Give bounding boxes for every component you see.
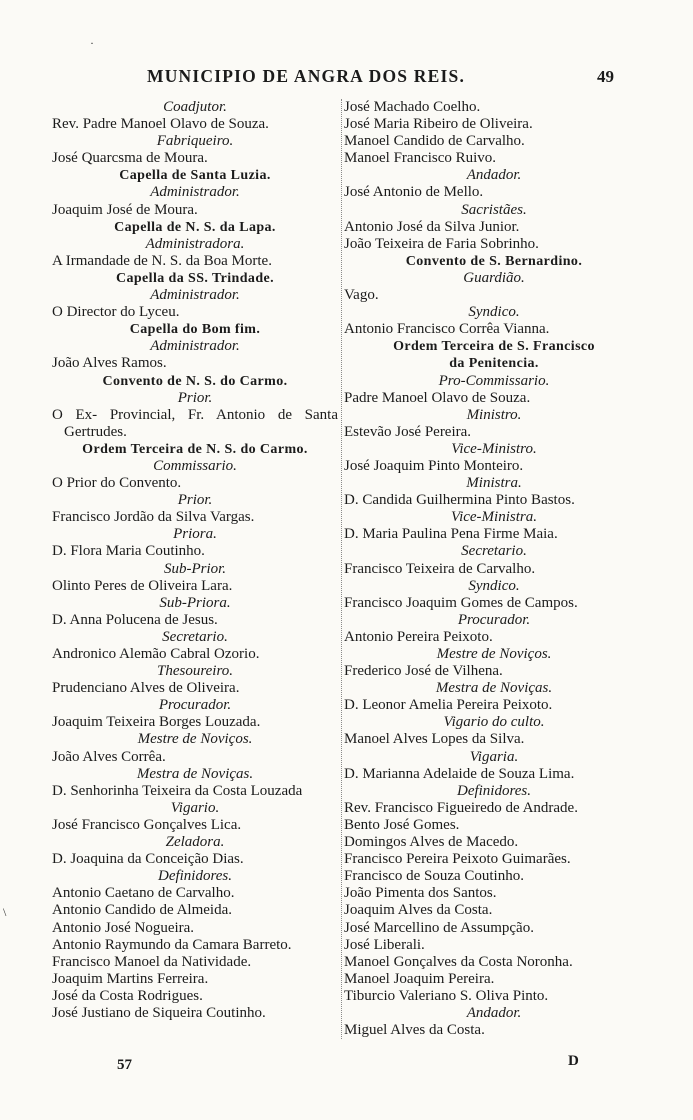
entry-name: João Pimenta dos Santos. (344, 885, 497, 902)
entry-name: Antonio Pereira Peixoto. (344, 628, 493, 645)
role-heading: Priora. (173, 526, 217, 543)
entry-name: O Director do Lyceu. (52, 304, 180, 321)
role-heading: Syndico. (468, 304, 520, 321)
entry-name: D. Anna Polucena de Jesus. (52, 611, 218, 628)
role-heading: Mestre de Noviços. (436, 646, 552, 662)
entry-name: José Antonio de Mello. (344, 184, 484, 201)
page-header (0, 66, 693, 92)
entry-name: Estevão José Pereira. (344, 423, 472, 440)
role-heading: Guardião. (463, 269, 525, 286)
entry-name: Joaquim Teixeira Borges Louzada. (52, 714, 261, 731)
entry-name: Francisco Joaquim Gomes de Campos. (344, 594, 578, 611)
role-heading: Pro-Commissario. (438, 372, 550, 389)
entry-name: Joaquim Martins Ferreira. (52, 970, 209, 987)
entry-name: D. Senhorinha Teixeira da Costa Louzada (52, 782, 303, 799)
section-heading: Capella de Santa Luzia. (119, 168, 271, 184)
entry-name: José da Costa Rodrigues. (52, 987, 203, 1004)
entry-name: Rev. Padre Manoel Olavo de Souza. (52, 116, 269, 133)
entry-name: Manoel Francisco Ruivo. (344, 150, 497, 167)
entry-name: D. Joaquina da Conceição Dias. (52, 851, 244, 868)
entry-name: José Maria Ribeiro de Oliveira. (344, 116, 533, 133)
section-heading: Convento de N. S. do Carmo. (102, 373, 288, 389)
entry-name: Francisco Teixeira de Carvalho. (344, 560, 536, 577)
section-heading: Ordem Terceira de S. Francisco (393, 339, 595, 355)
entry-name: Bento José Gomes. (344, 816, 460, 833)
entry-name: José Joaquim Pinto Monteiro. (344, 457, 524, 474)
entry-name: João Alves Corrêa. (52, 748, 166, 765)
entry-name: Frederico José de Vilhena. (344, 663, 503, 680)
entry-name: José Liberali. (344, 936, 425, 953)
entry-name: Manoel Gonçalves da Costa Noronha. (344, 953, 573, 970)
role-heading: Secretario. (162, 628, 228, 645)
role-heading: Vice-Ministra. (451, 509, 537, 526)
role-heading: Ministra. (466, 475, 522, 492)
entry-name: D. Marianna Adelaide de Souza Lima. (344, 765, 575, 782)
role-heading: Ministro. (466, 406, 522, 423)
entry-name: José Machado Coelho. (344, 99, 481, 115)
role-heading: Thesoureiro. (157, 663, 233, 680)
role-heading: Fabriqueiro. (156, 133, 234, 150)
entry-name: José Francisco Gonçalves Lica. (52, 816, 242, 833)
entry-name: Joaquim José de Moura. (52, 201, 198, 218)
role-heading: Vigario do culto. (443, 714, 545, 731)
role-heading: Prior. (177, 492, 213, 509)
role-heading: Coadjutor. (163, 99, 227, 115)
role-heading: Definidores. (157, 868, 233, 885)
entry-name: Joaquim Alves da Costa. (344, 902, 493, 919)
role-heading: Andador. (466, 167, 522, 184)
section-heading: Ordem Terceira de N. S. do Carmo. (82, 441, 308, 457)
entry-name: Antonio José da Silva Junior. (344, 218, 520, 235)
entry-name: José Justiano de Siqueira Coutinho. (52, 1004, 266, 1021)
role-heading: Procurador. (457, 611, 531, 628)
section-heading: Capella da SS. Trindade. (115, 270, 275, 286)
role-heading: Vigario. (170, 799, 220, 816)
entry-name: Antonio José Nogueira. (52, 919, 195, 936)
role-heading: Sub-Priora. (159, 594, 231, 611)
entry-name: João Alves Ramos. (52, 355, 167, 372)
entry-name: Andronico Alemão Cabral Ozorio. (52, 646, 260, 662)
role-heading: Mestra de Noviças. (136, 765, 254, 782)
signature-mark: 57 (117, 1057, 132, 1073)
page-title: MUNICIPIO DE ANGRA DOS REIS. (147, 66, 466, 86)
entry-name: Francisco de Souza Coutinho. (344, 868, 524, 885)
section-heading: Capella do Bom fim. (129, 322, 261, 338)
role-heading: Andador. (466, 1004, 522, 1021)
role-heading: Administrador. (150, 338, 240, 355)
role-heading: Administrador. (150, 287, 240, 304)
entry-name: Rev. Francisco Figueiredo de Andrade. (344, 799, 578, 816)
entry-name: O Prior do Convento. (52, 475, 182, 492)
left-column (52, 99, 338, 1022)
role-heading: Prior. (177, 389, 213, 406)
role-heading: Vice-Ministro. (451, 440, 537, 457)
role-heading: Procurador. (158, 697, 232, 714)
right-column (341, 99, 644, 1039)
stray-mark: \ (3, 905, 7, 919)
entry-name: João Teixeira de Faria Sobrinho. (344, 235, 539, 252)
entry-name: D. Maria Paulina Pena Firme Maia. (344, 526, 558, 543)
role-heading: Administradora. (145, 235, 245, 252)
entry-name: O Ex- Provincial, Fr. Antonio de Santa (52, 406, 338, 423)
stray-mark: · (90, 36, 94, 50)
page-number: 49 (597, 67, 614, 86)
entry-name: Francisco Pereira Peixoto Guimarães. (344, 851, 571, 868)
section-heading: da Penitencia. (449, 356, 539, 372)
entry-name: Manoel Joaquim Pereira. (344, 970, 495, 987)
entry-name: Olinto Peres de Oliveira Lara. (52, 577, 233, 594)
signature-letter: D (568, 1053, 579, 1069)
entry-name: Miguel Alves da Costa. (344, 1022, 485, 1039)
role-heading: Mestre de Noviços. (137, 731, 253, 748)
entry-name: D. Flora Maria Coutinho. (52, 543, 205, 560)
entry-name: Tiburcio Valeriano S. Oliva Pinto. (344, 987, 549, 1004)
section-heading: Convento de S. Bernardino. (405, 253, 583, 269)
role-heading: Secretario. (461, 543, 527, 560)
entry-name: Antonio Caetano de Carvalho. (52, 885, 235, 902)
role-heading: Administrador. (150, 184, 240, 201)
entry-name: Prudenciano Alves de Oliveira. (52, 680, 240, 697)
role-heading: Vigaria. (469, 748, 519, 765)
entry-name: Manoel Alves Lopes da Silva. (344, 731, 525, 748)
entry-name-continued: Gertrudes. (64, 423, 127, 440)
entry-name: A Irmandade de N. S. da Boa Morte. (52, 252, 272, 269)
entry-name: Antonio Candido de Almeida. (52, 902, 232, 919)
entry-name: Domingos Alves de Macedo. (344, 834, 519, 851)
entry-name: Antonio Raymundo da Camara Barreto. (52, 936, 292, 953)
entry-name: Antonio Francisco Corrêa Vianna. (344, 321, 550, 338)
entry-name: Vago. (344, 287, 379, 304)
entry-name: José Quarcsma de Moura. (52, 150, 208, 167)
entry-name: D. Candida Guilhermina Pinto Bastos. (344, 492, 575, 509)
entry-name: Manoel Candido de Carvalho. (344, 133, 525, 150)
entry-name: Francisco Jordão da Silva Vargas. (52, 509, 255, 526)
entry-name: D. Leonor Amelia Pereira Peixoto. (344, 697, 553, 714)
role-heading: Sacristães. (461, 201, 527, 218)
role-heading: Syndico. (468, 577, 520, 594)
role-heading: Definidores. (456, 782, 532, 799)
entry-name: Francisco Manoel da Natividade. (52, 953, 252, 970)
role-heading: Sub-Prior. (163, 560, 227, 577)
role-heading: Mestra de Noviças. (435, 680, 553, 697)
section-heading: Capella de N. S. da Lapa. (114, 219, 276, 235)
entry-name: José Marcellino de Assumpção. (344, 919, 534, 936)
role-heading: Zeladora. (165, 834, 225, 851)
role-heading: Commissario. (153, 457, 237, 474)
entry-name: Padre Manoel Olavo de Souza. (344, 389, 531, 406)
